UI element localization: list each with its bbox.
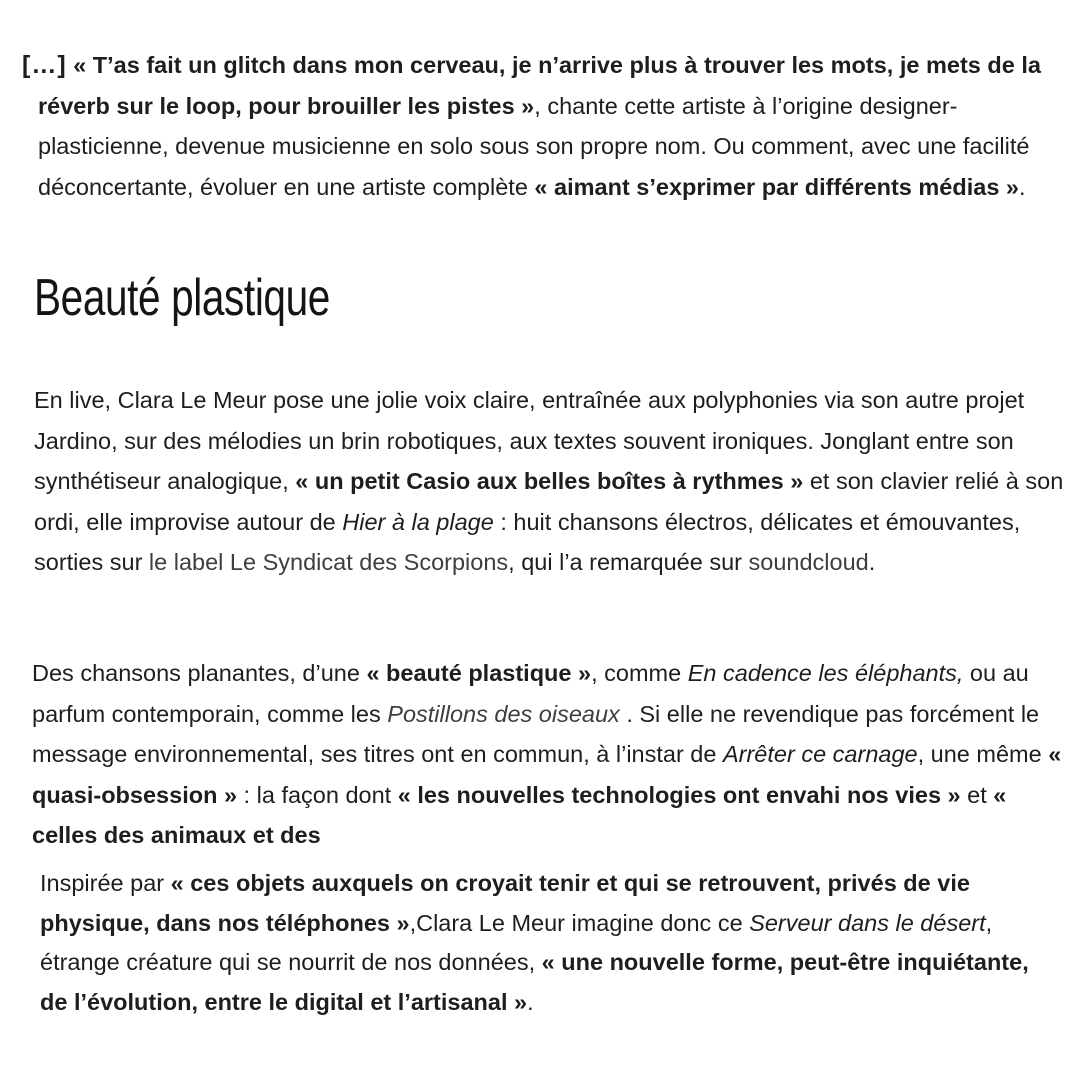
songs-text-5: , une même	[917, 741, 1049, 767]
label-link[interactable]: le label Le Syndicat des Scorpions	[148, 549, 509, 575]
songs-quote-obsession: « quasi-obsession »	[32, 741, 1062, 808]
soundcloud-link[interactable]: soundcloud	[748, 549, 869, 575]
inspiration-paragraph	[40, 864, 1050, 1022]
work-title-serveur: Serveur dans le désert	[749, 909, 986, 936]
inspiration-text-2: ,Clara Le Meur imagine donc ce	[409, 909, 750, 936]
intro-paragraph	[22, 45, 1042, 207]
songs-quote-beaute: « beauté plastique »	[366, 660, 592, 686]
songs-text-7: et	[960, 781, 994, 808]
live-text-3: : huit chansons électros, délicates et émouvantes, sorties sur	[34, 508, 1021, 575]
songs-paragraph	[32, 653, 1072, 855]
live-text-1: En live, Clara Le Meur pose une jolie voix claire, entraînée aux polyphonies via son autre projet Jardino, sur des mélodies un brin robotiques, aux textes souvent ironiques. Jonglant entre son synthétiseur analogique,	[34, 387, 1025, 494]
songs-text-2: , comme	[591, 660, 688, 686]
inspiration-quote-evolution: « une nouvelle forme, peut-être inquiétante, de l’évolution, entre le digital et l’artisanal »	[40, 949, 1029, 1015]
intro-quote-medias: « aimant s’exprimer par différents médias »	[534, 173, 1019, 200]
album-title: Hier à la plage	[342, 508, 494, 535]
live-text-2: et son clavier relié à son ordi, elle improvise autour de	[34, 468, 1064, 535]
intro-quote-glitch: « T’as fait un glitch dans mon cerveau, je n’arrive plus à trouver les mots, je mets de la réverb sur le loop, pour brouiller les pistes »	[38, 52, 1041, 119]
songs-paragraph-clip	[0, 650, 1080, 855]
songs-quote-technologies: « les nouvelles technologies ont envahi nos vies »	[397, 781, 961, 808]
ellipsis-marker: […]	[22, 51, 67, 79]
section-heading: Beauté plastique	[34, 269, 330, 327]
inspiration-text-1: Inspirée par	[40, 870, 171, 896]
song-title-cadence: En cadence les éléphants,	[687, 660, 964, 686]
live-text-5: .	[868, 549, 876, 575]
intro-text: , chante cette artiste à l’origine designer- plasticienne, devenue musicienne en solo sous son propre nom. Ou comment, avec une facilité déconcertante, évoluer en une artiste complète	[38, 92, 1030, 200]
live-quote-casio: « un petit Casio aux belles boîtes à rythmes »	[295, 468, 804, 494]
song-title-carnage: Arrêter ce carnage	[722, 741, 918, 767]
song-title-postillons: Postillons des oiseaux	[387, 700, 620, 727]
live-text-4: , qui l’a remarquée sur	[508, 549, 749, 575]
intro-end: .	[1018, 173, 1026, 200]
songs-text-6: : la façon dont	[237, 781, 398, 808]
songs-text-4: . Si elle ne revendique pas forcément le message environnemental, ses titres ont en commun, à l’instar de	[32, 700, 1040, 767]
inspiration-end: .	[527, 988, 534, 1015]
songs-text-3: ou au parfum contemporain, comme les	[32, 660, 1029, 727]
live-paragraph	[34, 380, 1069, 583]
songs-text-1: Des chansons planantes, d’une	[32, 660, 367, 686]
live-paragraph-clip	[0, 380, 1080, 620]
songs-quote-animaux: « celles des animaux et des	[32, 781, 1007, 848]
inspiration-quote-objets: « ces objets auxquels on croyait tenir et qui se retrouvent, privés de vie physique, dans nos téléphones »	[40, 870, 970, 936]
inspiration-text-3: , étrange créature qui se nourrit de nos données,	[40, 909, 993, 975]
